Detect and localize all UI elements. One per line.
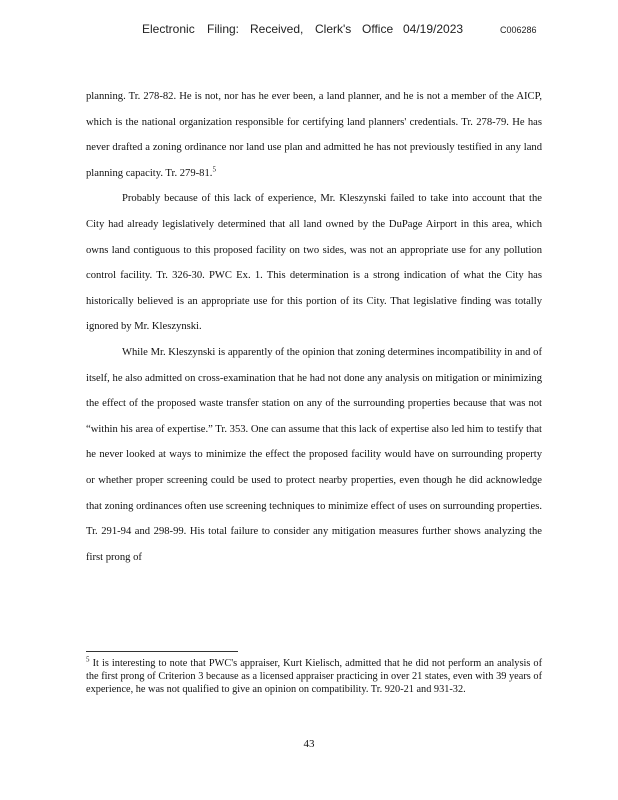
paragraph-1-text: planning. Tr. 278-82. He is not, nor has he ever been, a land planner, and he is not a member of the AICP, which is the national organization responsible for certifying land planners' credentials. Tr. 278-79. He has never drafted a zoning ordinance nor land use plan and admitted he has not previously testified in any land planning capacity. Tr. 279-81. <box>86 91 542 179</box>
header-office: Office <box>362 22 394 36</box>
header-clerks: Clerk's <box>315 22 352 36</box>
header-date: 04/19/2023 <box>403 22 464 36</box>
header-electronic: Electronic <box>142 22 195 36</box>
footnote-divider <box>86 651 238 652</box>
footnote-text: It is interesting to note that PWC's appraiser, Kurt Kielisch, admitted that he did not perform an analysis of the first prong of Criterion 3 because as a licensed appraiser practicing in over 21 states, even with 39 years of experience, he was not qualified to give an opinion on compatibility. Tr. 920-21 and 931-32. <box>86 658 542 695</box>
header-document-code: C006286 <box>500 25 537 35</box>
header-filing: Filing: <box>207 22 240 36</box>
page-number: 43 <box>303 738 315 750</box>
document-body <box>86 84 542 570</box>
paragraph-1 <box>86 84 542 186</box>
footnote-reference: 5 <box>212 165 216 174</box>
footnote <box>86 657 542 696</box>
paragraph-2: Probably because of this lack of experience, Mr. Kleszynski failed to take into account that the City had already legislatively determined that all land owned by the DuPage Airport in this area, which owns land contiguous to this proposed facility on two sides, was not an appropriate use for any pollution control facility. Tr. 326-30. PWC Ex. 1. This determination is a strong indication of what the City has historically believed is an appropriate use for this portion of its City. That legislative finding was totally ignored by Mr. Kleszynski. <box>86 193 542 333</box>
footnote-number: 5 <box>86 655 90 664</box>
header-received: Received, <box>250 22 304 36</box>
filing-header <box>0 20 618 40</box>
paragraph-3: While Mr. Kleszynski is apparently of the opinion that zoning determines incompatibility in and of itself, he also admitted on cross-examination that he had not done any analysis on mitigation or minimizing the effect of the proposed waste transfer station on any of the surrounding properties because that was not “within his area of expertise.” Tr. 353. One can assume that this lack of expertise also led him to testify that he never looked at ways to minimize the effect the proposed facility would have on surrounding property or whether proper screening could be used to protect nearby properties, even though he did acknowledge that zoning ordinances often use screening techniques to minimize effect of uses on surrounding properties. Tr. 291-94 and 298-99. His total failure to consider any mitigation measures further shows analyzing the first prong of <box>86 346 542 563</box>
